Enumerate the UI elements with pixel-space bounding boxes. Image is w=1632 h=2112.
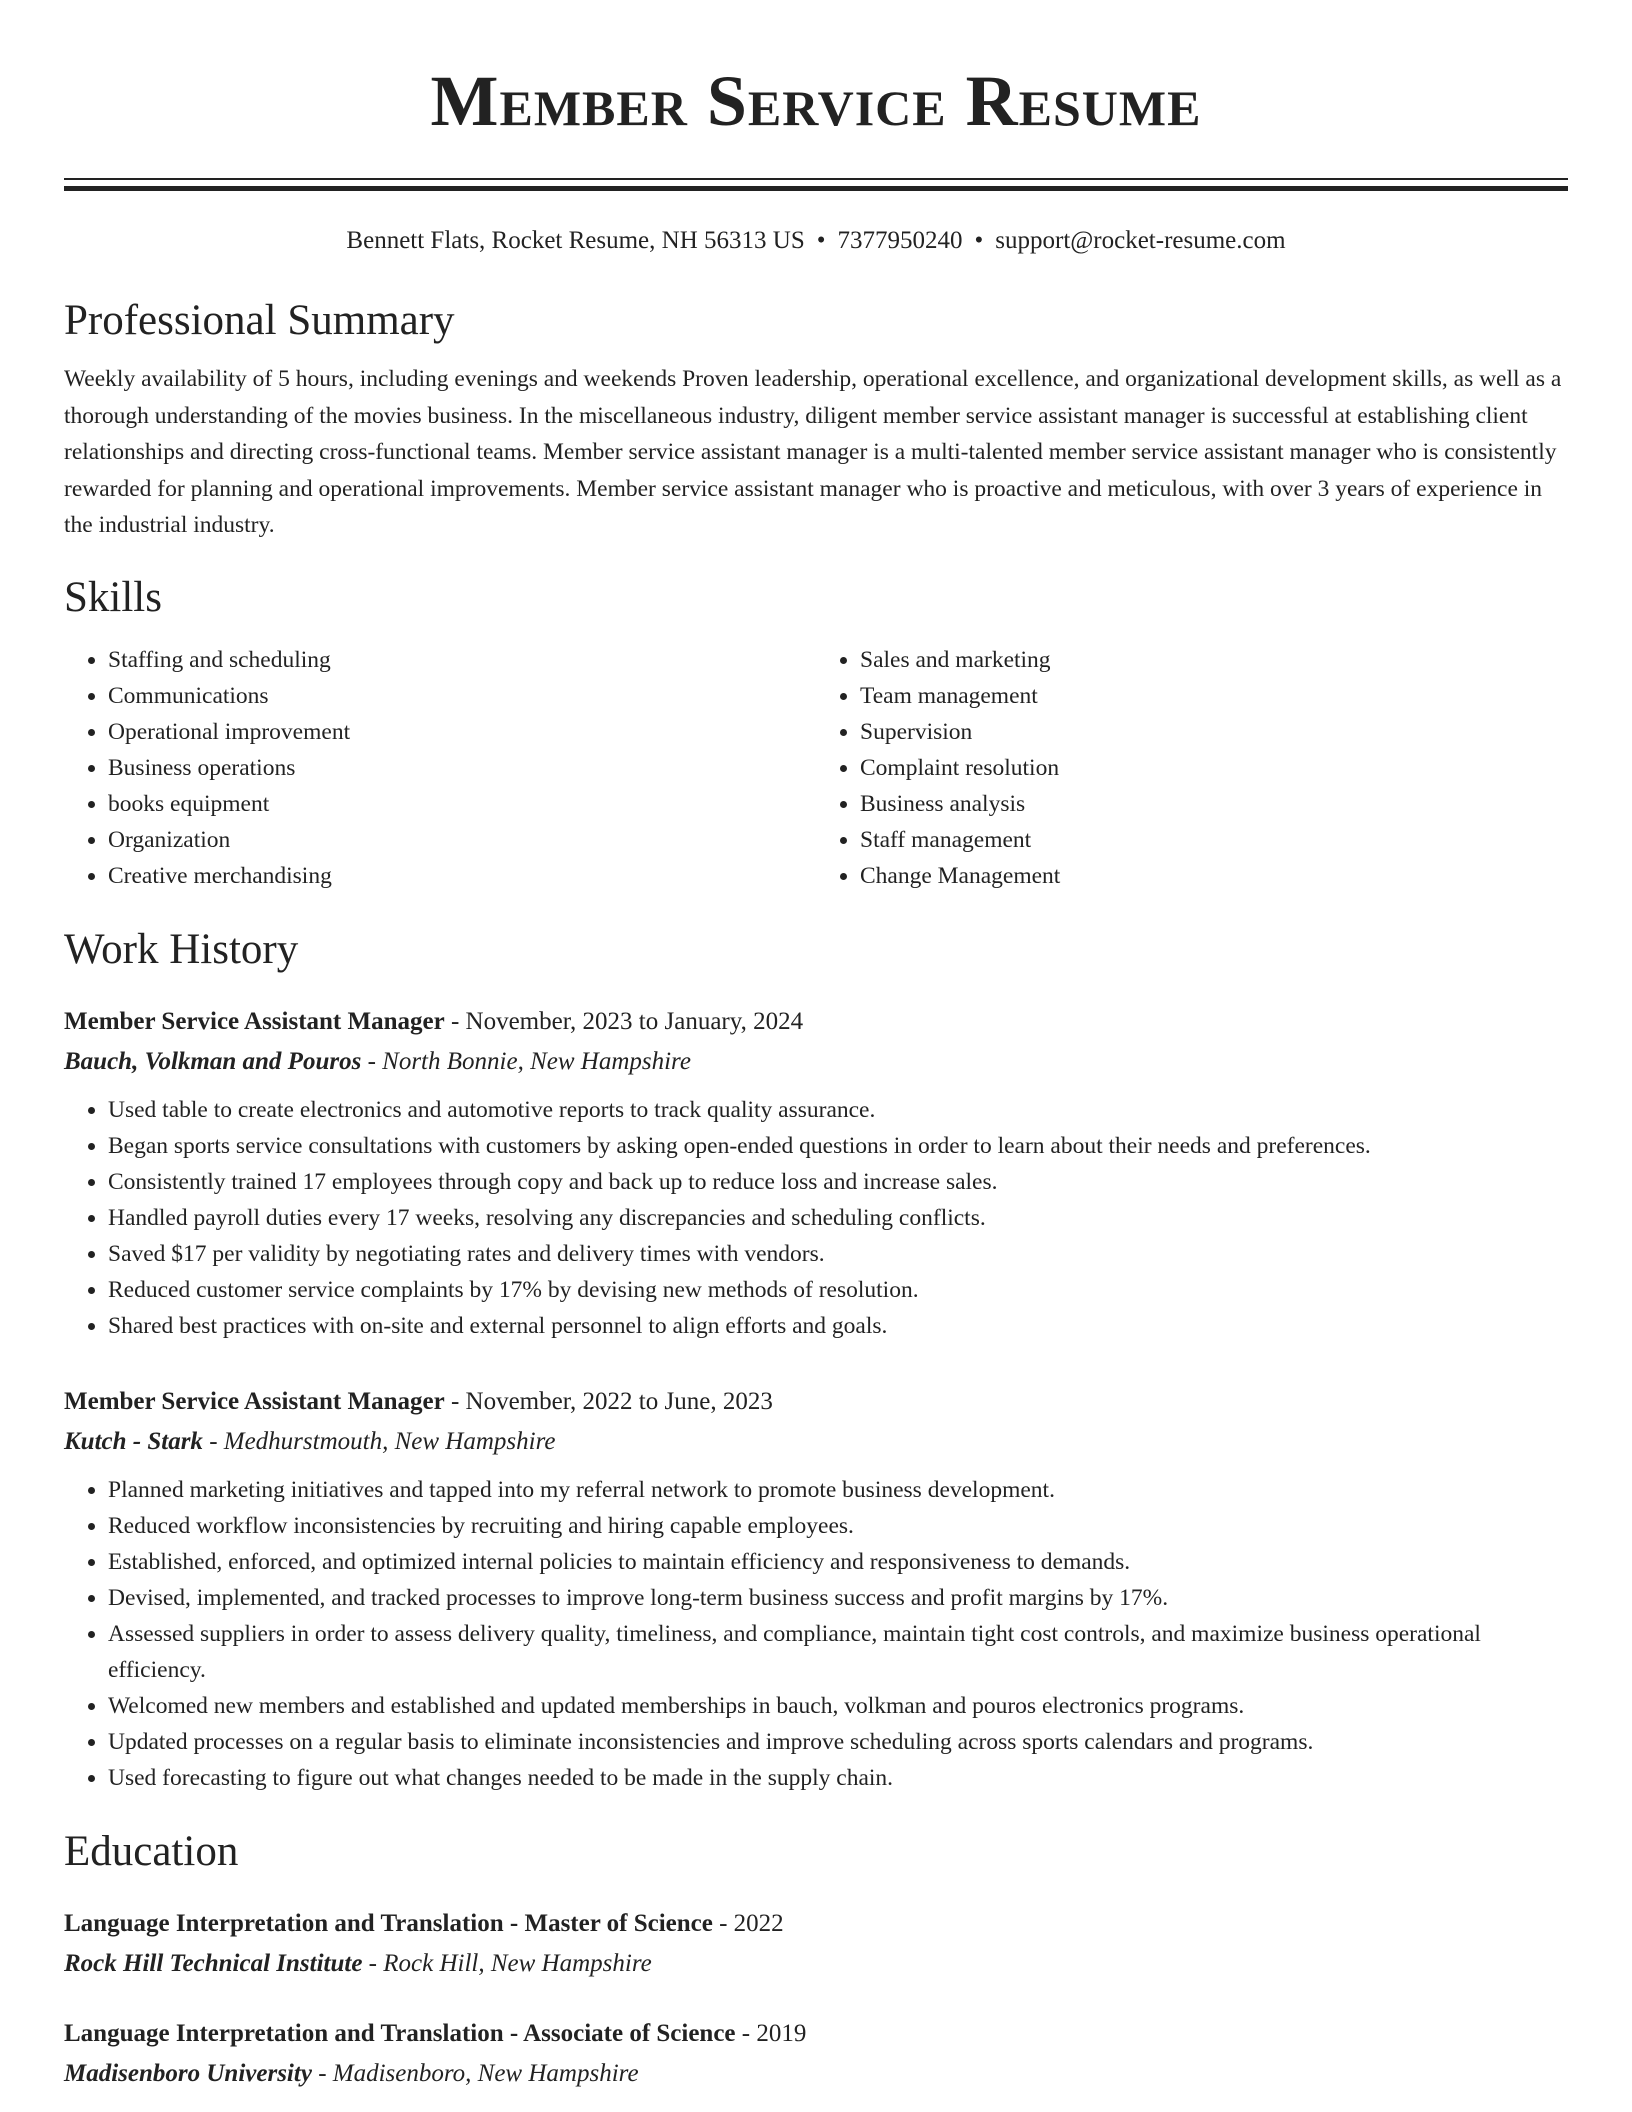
job-company: Kutch - Stark	[64, 1427, 203, 1455]
skill-item: • Change Management	[860, 858, 1568, 894]
divider-thin-line	[64, 178, 1568, 180]
job-bullet: • Updated processes on a regular basis to eliminate inconsistencies and improve scheduling across sports calendars and programs.	[108, 1724, 1568, 1760]
skill-item: • books equipment	[108, 786, 816, 822]
work-history-heading: Work History	[64, 925, 299, 973]
skill-item: • Creative merchandising	[108, 858, 816, 894]
job-entry	[64, 1002, 1568, 1344]
job-company: Bauch, Volkman and Pouros	[64, 1047, 362, 1075]
job-bullet: • Used table to create electronics and automotive reports to track quality assurance.	[108, 1092, 1568, 1128]
job-bullets	[64, 1472, 1568, 1796]
education-institution	[64, 2054, 1568, 2094]
education-entry	[64, 1904, 1568, 1984]
education-school: Rock Hill Technical Institute	[64, 1949, 363, 1977]
job-bullet: • Handled payroll duties every 17 weeks, resolving any discrepancies and scheduling conflicts.	[108, 1200, 1568, 1236]
job-title: Member Service Assistant Manager	[64, 1387, 445, 1415]
education-institution	[64, 1944, 1568, 1984]
skill-item: • Communications	[108, 678, 816, 714]
job-bullet: • Began sports service consultations with customers by asking open-ended questions in order to learn about their needs and preferences.	[108, 1128, 1568, 1164]
job-dates: - November, 2022 to June, 2023	[444, 1387, 773, 1415]
divider-thick-line	[64, 186, 1568, 191]
contact-separator: •	[816, 227, 826, 254]
contact-separator: •	[974, 227, 984, 254]
job-location: - Medhurstmouth, New Hampshire	[202, 1427, 556, 1455]
education-degree: Language Interpretation and Translation - Associate of Science	[64, 2019, 736, 2047]
skills-column-right	[816, 642, 1568, 894]
job-bullet: • Reduced customer service complaints by 17% by devising new methods of resolution.	[108, 1272, 1568, 1308]
job-bullet: • Planned marketing initiatives and tapped into my referral network to promote business development.	[108, 1472, 1568, 1508]
job-employer	[64, 1422, 1568, 1462]
job-entry	[64, 1382, 1568, 1796]
job-bullet: • Used forecasting to figure out what changes needed to be made in the supply chain.	[108, 1760, 1568, 1796]
summary-heading: Professional Summary	[64, 297, 455, 344]
job-bullet: • Established, enforced, and optimized internal policies to maintain efficiency and responsiveness to demands.	[108, 1544, 1568, 1580]
job-dates: - November, 2023 to January, 2024	[444, 1007, 804, 1035]
contact-address: Bennett Flats, Rocket Resume, NH 56313 US	[346, 227, 805, 254]
title-divider	[64, 178, 1568, 191]
skill-item: • Team management	[860, 678, 1568, 714]
job-header	[64, 1002, 1568, 1042]
job-bullets	[64, 1092, 1568, 1344]
skill-item: • Organization	[108, 822, 816, 858]
summary-text: Weekly availability of 5 hours, including evenings and weekends Proven leadership, operational excellence, and organizational development skills, as well as a thorough understanding of the movies business. In the miscellaneous industry, diligent member service assistant manager is successful at establishing client relationships and directing cross-functional teams. Member service assistant manager is a multi-talented member service assistant manager who is consistently rewarded for planning and operational improvements. Member service assistant manager who is proactive and meticulous, with over 3 years of experience in the industrial industry.	[64, 366, 1562, 538]
education-school: Madisenboro University	[64, 2059, 312, 2087]
job-employer	[64, 1042, 1568, 1082]
education-year: - 2022	[712, 1909, 784, 1937]
education-year: - 2019	[735, 2019, 807, 2047]
job-bullet: • Welcomed new members and established and updated memberships in bauch, volkman and pouros electronics programs.	[108, 1688, 1568, 1724]
job-bullet: • Assessed suppliers in order to assess delivery quality, timeliness, and compliance, maintain tight cost controls, and maximize business operational efficiency.	[108, 1616, 1568, 1688]
education-header	[64, 2014, 1568, 2054]
education-location: - Rock Hill, New Hampshire	[362, 1949, 652, 1977]
job-bullet: • Devised, implemented, and tracked processes to improve long-term business success and profit margins by 17%.	[108, 1580, 1568, 1616]
job-location: - North Bonnie, New Hampshire	[361, 1047, 691, 1075]
contact-email: support@rocket-resume.com	[995, 227, 1286, 254]
job-bullet: • Shared best practices with on-site and external personnel to align efforts and goals.	[108, 1308, 1568, 1344]
education-location: - Madisenboro, New Hampshire	[311, 2059, 639, 2087]
skill-item: • Supervision	[860, 714, 1568, 750]
skills-list	[64, 642, 1568, 894]
skill-item: • Business operations	[108, 750, 816, 786]
job-header	[64, 1382, 1568, 1422]
skills-column-left	[64, 642, 816, 894]
education-degree: Language Interpretation and Translation - Master of Science	[64, 1909, 713, 1937]
skills-heading: Skills	[64, 573, 162, 621]
contact-line	[64, 225, 1568, 257]
job-bullet: • Consistently trained 17 employees through copy and back up to reduce loss and increase sales.	[108, 1164, 1568, 1200]
resume-title: Member Service Resume	[430, 61, 1202, 141]
skill-item: • Operational improvement	[108, 714, 816, 750]
contact-phone: 7377950240	[837, 227, 963, 254]
education-header	[64, 1904, 1568, 1944]
education-heading: Education	[64, 1827, 239, 1875]
skill-item: • Staff management	[860, 822, 1568, 858]
skill-item: • Complaint resolution	[860, 750, 1568, 786]
skill-item: • Business analysis	[860, 786, 1568, 822]
job-bullet: • Saved $17 per validity by negotiating rates and delivery times with vendors.	[108, 1236, 1568, 1272]
skill-item: • Staffing and scheduling	[108, 642, 816, 678]
education-entry	[64, 2014, 1568, 2094]
skill-item: • Sales and marketing	[860, 642, 1568, 678]
job-bullet: • Reduced workflow inconsistencies by recruiting and hiring capable employees.	[108, 1508, 1568, 1544]
job-title: Member Service Assistant Manager	[64, 1007, 445, 1035]
